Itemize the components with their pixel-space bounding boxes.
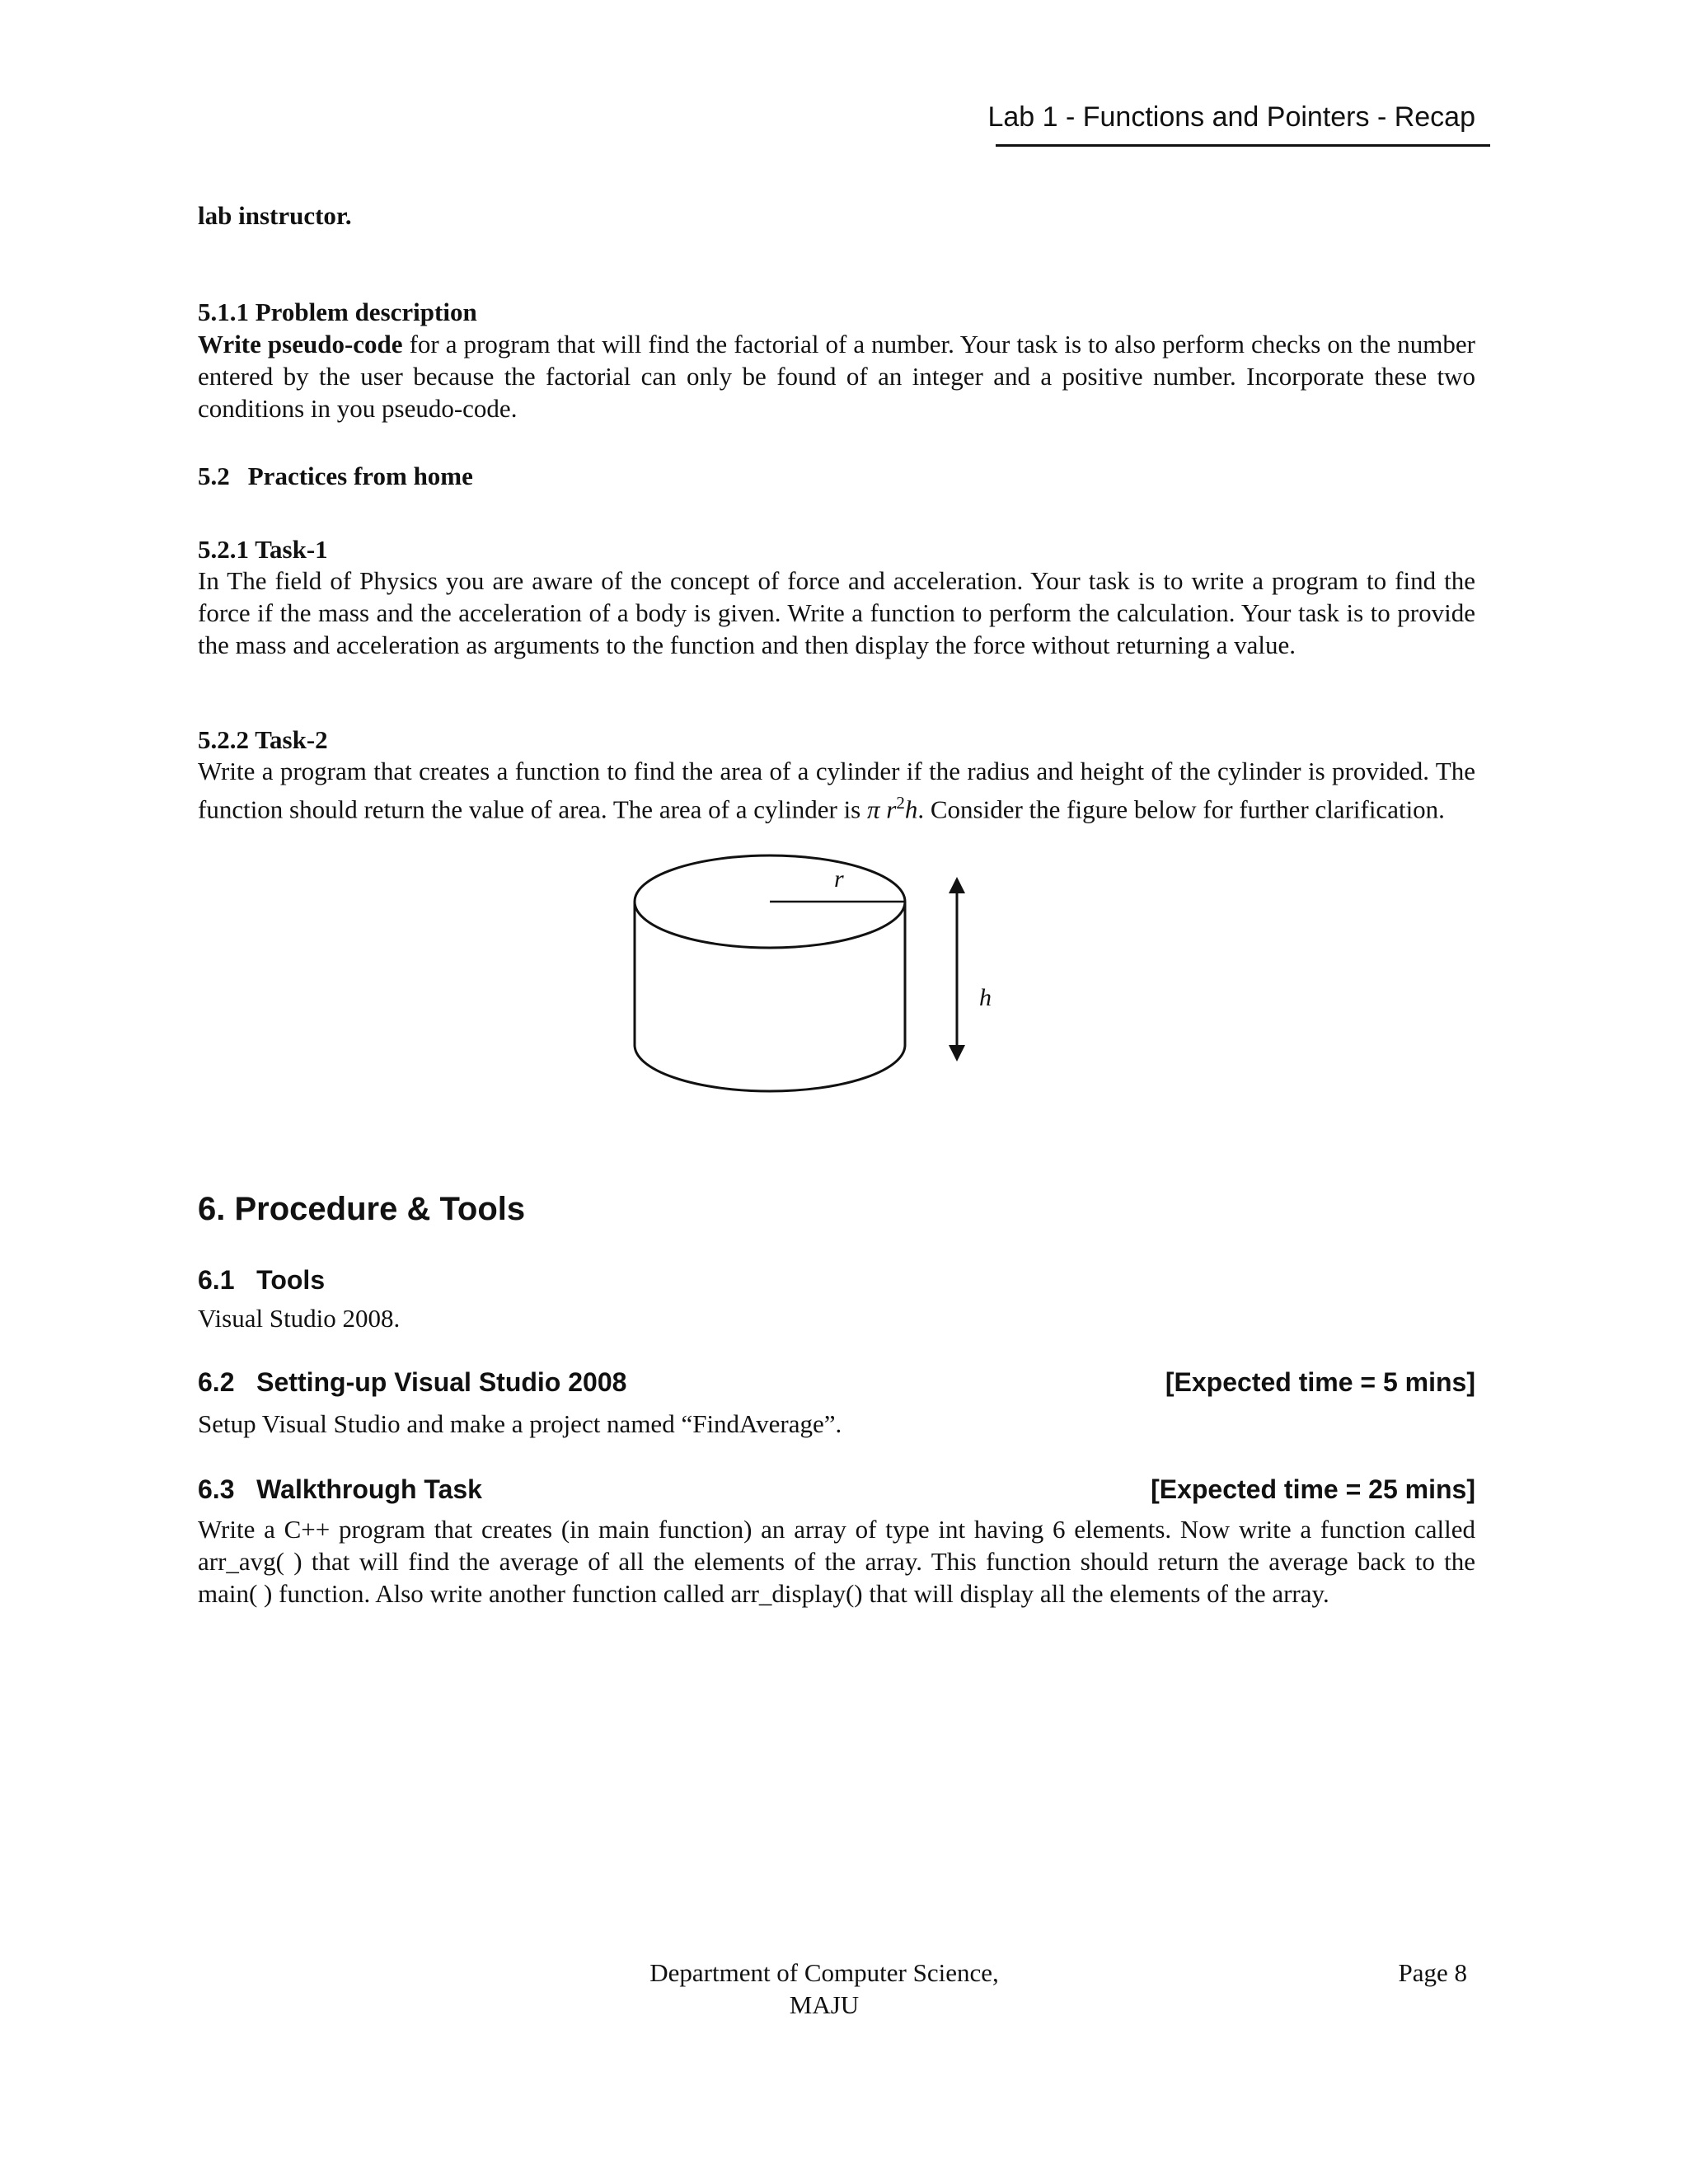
height-arrow-down-head — [949, 1045, 965, 1062]
height-arrow-up-head — [949, 877, 965, 893]
cylinder-bottom-arc — [635, 1045, 905, 1091]
heading-5-2-1: 5.2.1 Task-1 — [198, 535, 328, 564]
heading-text: Practices from home — [247, 462, 473, 490]
paragraph-body: Write a program that creates a function to find the area of a cylinder if the radius and height of the cylinder is provided. The function should return the value of area. The area of a cylinder is — [198, 757, 1475, 824]
expected-time-6-2: [Expected time = 5 mins] — [1165, 1367, 1475, 1397]
heading-number: 5.2 — [198, 462, 230, 490]
paragraph-5-2-1 — [198, 565, 1475, 661]
heading-6: 6. Procedure & Tools — [198, 1191, 526, 1227]
paragraph-5-2-2 — [198, 755, 1475, 825]
footer-department — [577, 1957, 1071, 2021]
paragraph-body-end: . Consider the figure below for further clarification. — [917, 794, 1445, 824]
paragraph-6-1: Visual Studio 2008. — [198, 1304, 401, 1333]
paragraph-body: In The field of Physics you are aware of the concept of force and acceleration. Your task is to write a program to find the force if the mass and the acceleration of a body is given. Write a function to perform the calculation. Your task is to provide the mass and acceleration as arguments to the function and then display the force without returning a value. — [198, 566, 1475, 659]
formula-pi: π — [867, 794, 880, 824]
cylinder-figure — [626, 841, 1022, 1113]
formula-r: r — [886, 794, 897, 824]
radius-label: r — [834, 865, 844, 893]
height-label: h — [979, 984, 992, 1011]
paragraph-5-1-1 — [198, 328, 1475, 424]
footer-department-line1: Department of Computer Science, — [649, 1958, 999, 1987]
paragraph-body: Write a C++ program that creates (in main function) an array of type int having 6 elements. Now write a function called arr_avg( ) that will find the average of all the elements of the array. This function should return the average back to the main( ) function. Also write another function called arr_display() that will display all the elements of the array. — [198, 1515, 1475, 1608]
heading-6-3: 6.3 Walkthrough Task — [198, 1474, 482, 1504]
lead-bold-text: Write pseudo-code — [198, 330, 403, 359]
paragraph-body: for a program that will find the factorial of a number. Your task is to also perform checks on the number entered by the user because the factorial can only be found of an integer and a positive number. Incorporate these two conditions in you pseudo-code. — [198, 330, 1475, 423]
heading-6-1: 6.1 Tools — [198, 1265, 326, 1295]
heading-5-2-2: 5.2.2 Task-2 — [198, 725, 328, 754]
page-number: Page 8 — [1398, 1958, 1467, 1987]
heading-5-1-1: 5.1.1 Problem description — [198, 298, 477, 326]
carryover-text: lab instructor. — [198, 201, 352, 230]
formula-exponent: 2 — [896, 793, 905, 813]
paragraph-6-3 — [198, 1513, 1475, 1610]
footer-department-line2: MAJU — [789, 1990, 860, 2019]
formula-h: h — [904, 794, 918, 824]
header-rule — [996, 144, 1490, 147]
paragraph-6-2: Setup Visual Studio and make a project named “FindAverage”. — [198, 1409, 842, 1438]
heading-5-2 — [198, 460, 473, 492]
expected-time-6-3: [Expected time = 25 mins] — [1151, 1474, 1475, 1504]
running-header: Lab 1 - Functions and Pointers - Recap — [987, 101, 1475, 133]
heading-6-2: 6.2 Setting-up Visual Studio 2008 — [198, 1367, 627, 1397]
